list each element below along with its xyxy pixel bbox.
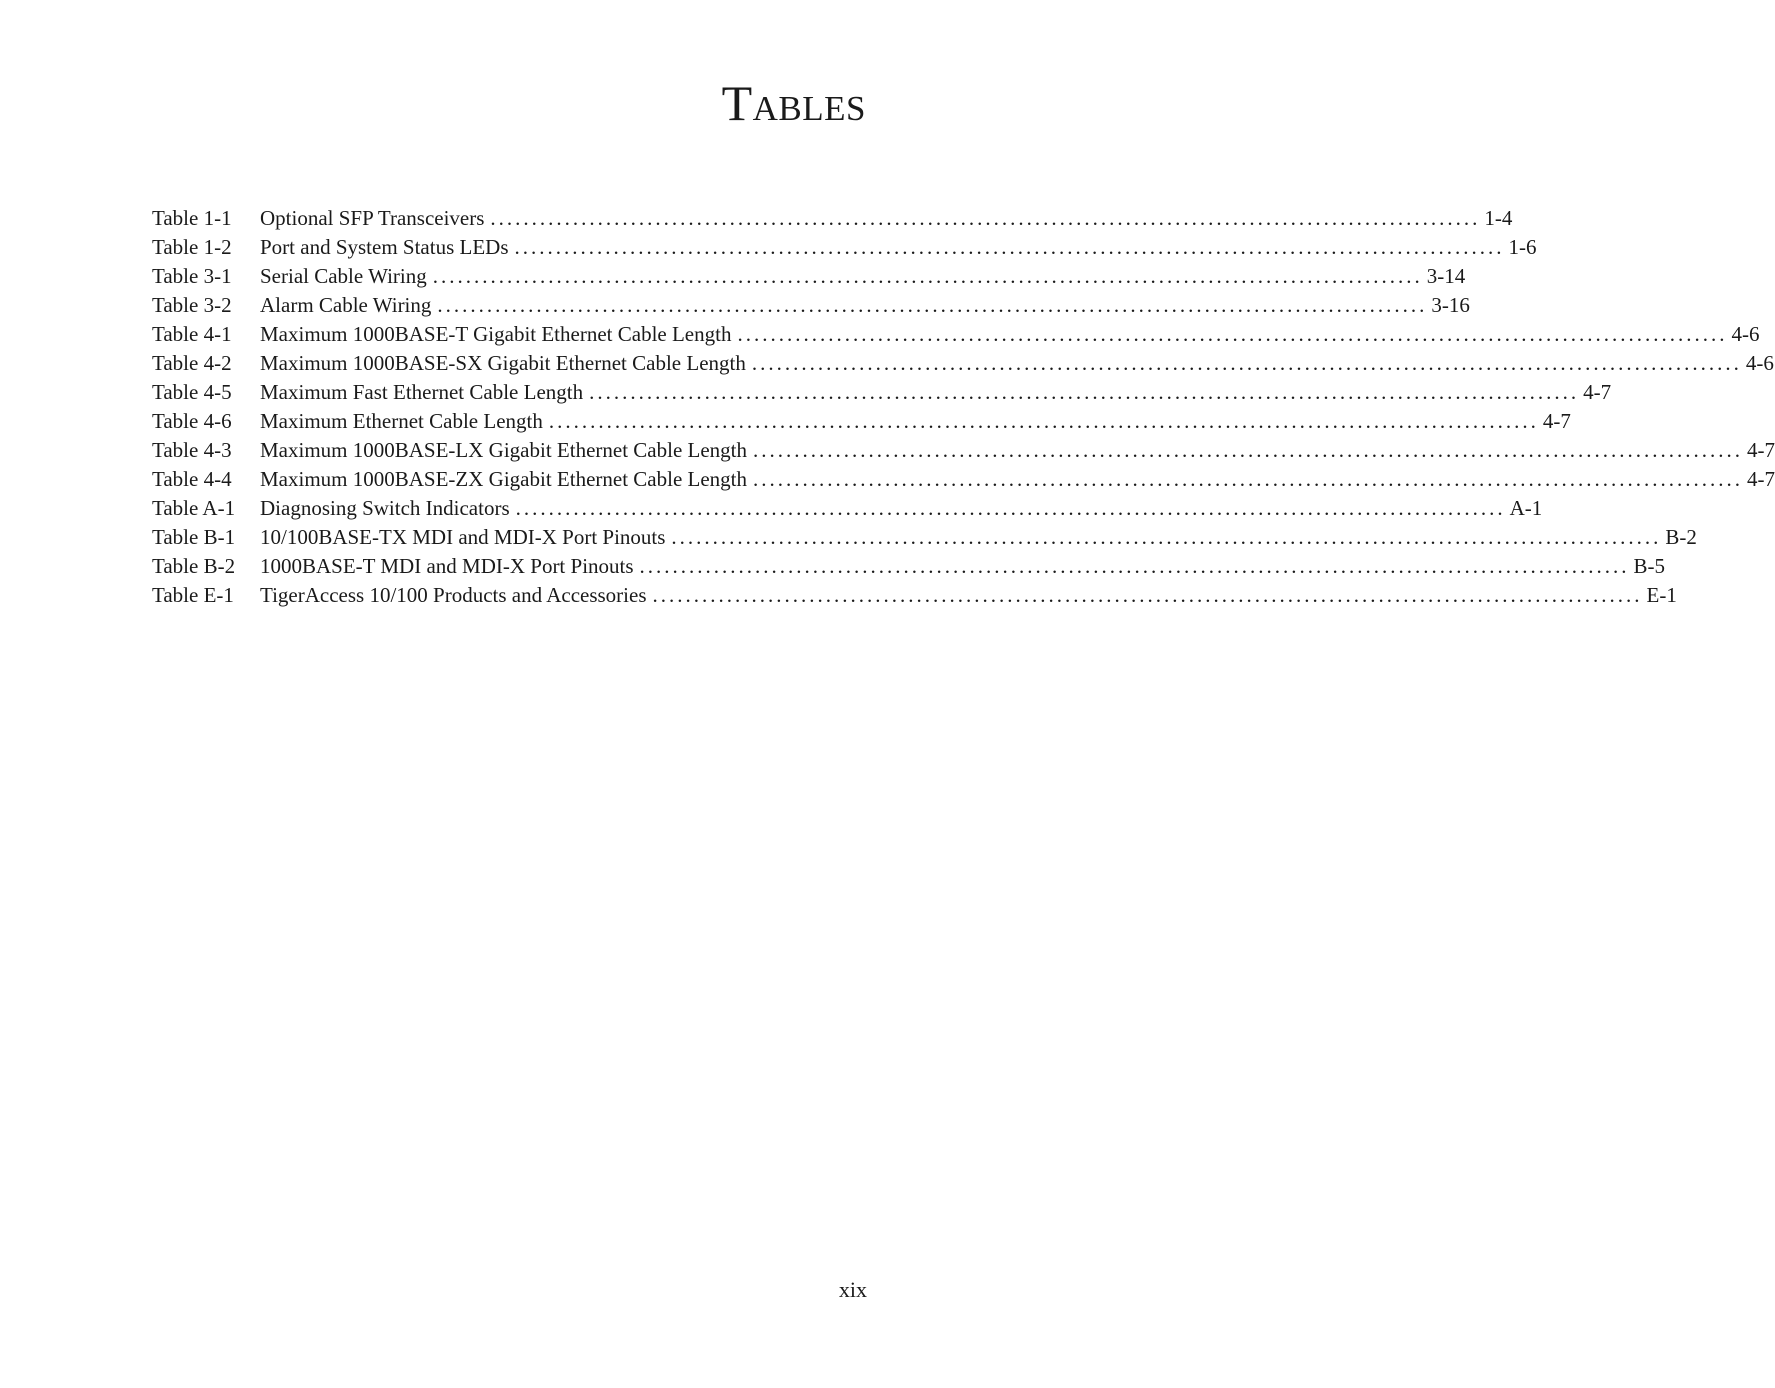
entry-title: 10/100BASE-TX MDI and MDI-X Port Pinouts bbox=[260, 525, 666, 549]
page-number: xix bbox=[838, 1277, 867, 1302]
entry-page: B-5 bbox=[1633, 554, 1666, 578]
entry-id: Table 4-3 bbox=[152, 438, 232, 462]
entry-id: Table 4-1 bbox=[152, 322, 232, 346]
entry-page: E-1 bbox=[1646, 583, 1677, 607]
entry-page: 4-7 bbox=[1747, 438, 1775, 462]
entry-page: 4-7 bbox=[1583, 380, 1612, 404]
entry-id: Table 4-6 bbox=[152, 409, 232, 433]
toc-entry[interactable] bbox=[152, 378, 1612, 407]
entry-id: Table 1-2 bbox=[152, 235, 232, 259]
entry-id: Table B-1 bbox=[152, 525, 236, 549]
toc-entry[interactable] bbox=[152, 494, 1543, 523]
entry-page: 4-7 bbox=[1747, 467, 1775, 491]
dot-leader: ........................................................................................................................ bbox=[514, 235, 1505, 259]
entry-id: Table 4-4 bbox=[152, 467, 232, 491]
entry-id: Table 3-2 bbox=[152, 293, 232, 317]
entry-id: Table A-1 bbox=[152, 496, 236, 520]
entry-page: B-2 bbox=[1665, 525, 1697, 549]
toc-entry[interactable] bbox=[152, 552, 1666, 581]
entry-id: Table 3-1 bbox=[152, 264, 232, 288]
toc-entry[interactable] bbox=[152, 581, 1677, 610]
entry-page: 3-14 bbox=[1426, 264, 1466, 288]
entry-page: 4-7 bbox=[1542, 409, 1571, 433]
dot-leader: ........................................................................................................................ bbox=[515, 496, 1506, 520]
entry-title: Alarm Cable Wiring bbox=[260, 293, 432, 317]
entry-title: Maximum 1000BASE-LX Gigabit Ethernet Cable Length bbox=[260, 438, 747, 462]
entry-title: Maximum Fast Ethernet Cable Length bbox=[260, 380, 584, 404]
entry-title: Serial Cable Wiring bbox=[260, 264, 427, 288]
toc-entry[interactable] bbox=[152, 436, 1775, 465]
dot-leader: ........................................................................................................................ bbox=[753, 438, 1743, 462]
toc-entry[interactable] bbox=[152, 233, 1537, 262]
entry-title: Diagnosing Switch Indicators bbox=[260, 496, 510, 520]
entry-title: Optional SFP Transceivers bbox=[260, 206, 485, 230]
entry-id: Table 4-2 bbox=[152, 351, 232, 375]
entry-title: Maximum Ethernet Cable Length bbox=[260, 409, 543, 433]
entry-page: 4-6 bbox=[1745, 351, 1774, 375]
toc-entry[interactable] bbox=[152, 349, 1774, 378]
toc-entry[interactable] bbox=[152, 204, 1513, 233]
dot-leader: ........................................................................................................................ bbox=[639, 554, 1630, 578]
toc-entry[interactable] bbox=[152, 523, 1697, 552]
entry-id: Table 1-1 bbox=[152, 206, 232, 230]
entry-title: 1000BASE-T MDI and MDI-X Port Pinouts bbox=[260, 554, 634, 578]
dot-leader: ........................................................................................................................ bbox=[737, 322, 1728, 346]
dot-leader: ........................................................................................................................ bbox=[652, 583, 1643, 607]
toc-entry[interactable] bbox=[152, 407, 1571, 436]
dot-leader: ........................................................................................................................ bbox=[753, 467, 1743, 491]
entry-page: A-1 bbox=[1509, 496, 1543, 520]
dot-leader: ........................................................................................................................ bbox=[671, 525, 1662, 549]
entry-id: Table E-1 bbox=[152, 583, 234, 607]
entry-id: Table B-2 bbox=[152, 554, 236, 578]
dot-leader: ........................................................................................................................ bbox=[589, 380, 1580, 404]
entry-page: 1-4 bbox=[1484, 206, 1513, 230]
entry-title: Port and System Status LEDs bbox=[260, 235, 509, 259]
toc-entry[interactable] bbox=[152, 262, 1466, 291]
entry-page: 3-16 bbox=[1431, 293, 1470, 317]
dot-leader: ........................................................................................................................ bbox=[432, 264, 1423, 288]
page-title: Tables bbox=[721, 75, 866, 131]
entry-page: 4-6 bbox=[1731, 322, 1760, 346]
entry-title: Maximum 1000BASE-T Gigabit Ethernet Cable Length bbox=[260, 322, 732, 346]
entry-title: Maximum 1000BASE-ZX Gigabit Ethernet Cable Length bbox=[260, 467, 747, 491]
entry-title: TigerAccess 10/100 Products and Accessories bbox=[260, 583, 647, 607]
dot-leader: ........................................................................................................................ bbox=[548, 409, 1539, 433]
entry-title: Maximum 1000BASE-SX Gigabit Ethernet Cable Length bbox=[260, 351, 746, 375]
dot-leader: ........................................................................................................................ bbox=[751, 351, 1742, 375]
table-of-tables bbox=[152, 204, 1775, 610]
dot-leader: ........................................................................................................................ bbox=[437, 293, 1428, 317]
dot-leader: ........................................................................................................................ bbox=[490, 206, 1481, 230]
toc-entry[interactable] bbox=[152, 320, 1760, 349]
toc-entry[interactable] bbox=[152, 465, 1775, 494]
entry-id: Table 4-5 bbox=[152, 380, 232, 404]
entry-page: 1-6 bbox=[1508, 235, 1537, 259]
toc-entry[interactable] bbox=[152, 291, 1470, 320]
